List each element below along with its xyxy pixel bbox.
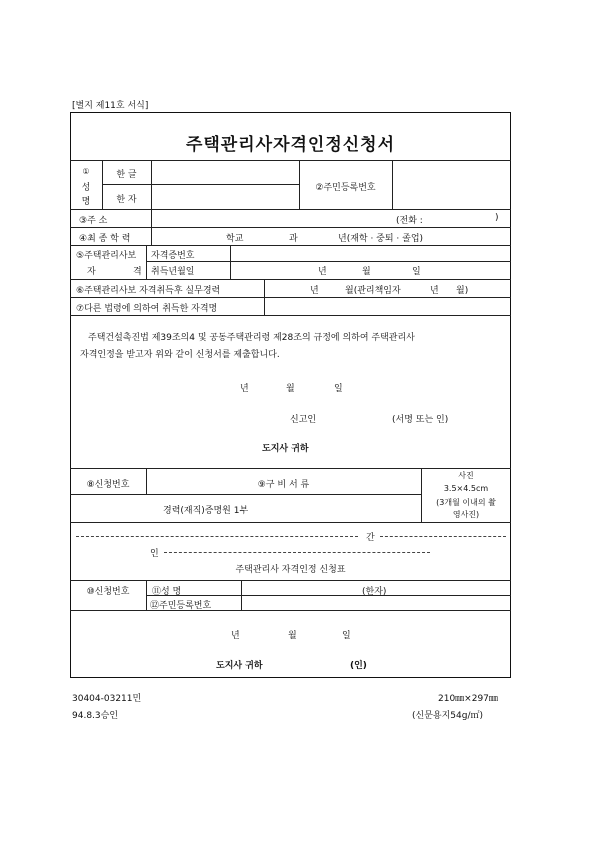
other-qualification-field[interactable] <box>265 298 510 314</box>
receipt-resident-number-field[interactable] <box>242 596 510 609</box>
statement-month: 월 <box>286 384 295 394</box>
receipt-resident-number-label: ⑫주민등록번호 <box>150 601 212 611</box>
experience-months-note: 월(관리책임자 <box>345 286 401 296</box>
cert-number-label: 자격증번호 <box>151 251 195 261</box>
dept-label: 과 <box>289 234 298 244</box>
statement-year: 년 <box>240 384 249 394</box>
name-number: ① <box>82 167 90 176</box>
rule <box>146 580 147 610</box>
hangul-name-field[interactable] <box>152 161 298 183</box>
receipt-seal: (인) <box>350 661 367 671</box>
cut-line-right <box>380 536 506 537</box>
experience-years: 년 <box>310 286 319 296</box>
cut-line-lower <box>164 552 430 553</box>
receipt-day: 일 <box>342 631 351 641</box>
resident-number-label: ②주민등록번호 <box>315 183 376 193</box>
required-document-item: 경력(재직)증명원 1부 <box>163 506 249 516</box>
statement-line-2: 자격인정을 받고자 위와 같이 신청서를 제출합니다. <box>80 350 280 360</box>
qualification-label-1: ⑤주택관리사보 <box>76 251 137 261</box>
acq-day: 일 <box>412 267 421 277</box>
acquisition-date-label: 취득년월일 <box>151 267 195 277</box>
education-label: ④최 종 학 력 <box>79 234 131 244</box>
resident-number-field[interactable] <box>393 161 510 208</box>
rule <box>70 468 511 469</box>
phone-close: ) <box>495 213 499 223</box>
cut-label-in: 인 <box>150 549 159 559</box>
qualification-label-2b: 격 <box>133 267 142 277</box>
cut-label-gan: 간 <box>366 533 375 543</box>
rule <box>70 279 511 280</box>
receipt-year: 년 <box>231 631 240 641</box>
paper-size: 210㎜×297㎜ <box>438 694 498 704</box>
other-qualification-label: ⑦다른 법령에 의하여 취득한 자격명 <box>76 304 218 314</box>
hanja-name-field[interactable] <box>152 185 298 208</box>
receipt-application-number-label: ⑩신청번호 <box>86 587 130 597</box>
receipt-name-label: ⑪성 명 <box>152 587 182 597</box>
statement-line-1: 주택건설촉진법 제39조의4 및 공동주택관리령 제28조의 규정에 의하여 주택관리사 <box>88 333 415 343</box>
photo-note-1: (3개월 이내의 촬 <box>436 498 496 507</box>
applicant-field[interactable] <box>330 408 386 424</box>
cert-number-field[interactable] <box>231 246 510 260</box>
applicant-label: 신고인 <box>290 415 317 425</box>
required-documents-label: ⑨구 비 서 류 <box>257 480 310 490</box>
acq-year: 년 <box>318 267 327 277</box>
rule <box>70 315 511 316</box>
manager-years: 년 <box>430 286 439 296</box>
form-title: 주택관리사자격인정신청서 <box>185 135 396 155</box>
photo-label: 사진 <box>458 471 474 480</box>
manager-months: 월) <box>456 286 469 296</box>
education-status-label: 년(재학 · 중퇴 · 졸업) <box>338 234 424 244</box>
address-field[interactable] <box>152 210 392 226</box>
receipt-month: 월 <box>288 631 297 641</box>
phone-field[interactable] <box>432 210 492 226</box>
form-reference: [별지 제11호 서식] <box>72 101 149 111</box>
receipt-addressee: 도지사 귀하 <box>216 661 263 671</box>
paper-type: (신문용지54g/㎡) <box>412 711 483 721</box>
receipt-title: 주택관리사 자격인정 신청표 <box>235 565 346 575</box>
experience-label: ⑥주택관리사보 자격취득후 실무경력 <box>76 286 221 296</box>
school-label: 학교 <box>226 234 244 244</box>
rule <box>70 610 511 611</box>
application-number-label: ⑧신청번호 <box>86 480 130 490</box>
approval-date: 94.8.3승인 <box>72 711 119 721</box>
hangul-label: 한 글 <box>116 170 137 180</box>
photo-note-2: 영사진) <box>452 510 480 519</box>
qualification-label-2a: 자 <box>87 267 96 277</box>
phone-label: (전화 : <box>396 216 423 226</box>
receipt-hanja-label: (한자) <box>362 587 387 597</box>
rule <box>70 494 421 495</box>
statement-day: 일 <box>334 384 343 394</box>
cut-line-left <box>76 536 358 537</box>
receipt-name-field[interactable] <box>242 581 362 594</box>
addressee: 도지사 귀하 <box>262 444 309 454</box>
rule <box>70 227 511 228</box>
acq-month: 월 <box>362 267 371 277</box>
name-label-1: 성 <box>81 183 91 193</box>
sign-label: (서명 또는 인) <box>392 415 449 425</box>
name-label-2: 명 <box>81 197 91 207</box>
rule <box>70 522 511 523</box>
hanja-label: 한 자 <box>116 195 137 205</box>
address-label: ③주 소 <box>79 216 108 226</box>
rule <box>146 245 147 279</box>
form-code: 30404-03211민 <box>72 694 142 704</box>
rule <box>146 261 511 262</box>
photo-size: 3.5×4.5cm <box>443 484 489 493</box>
